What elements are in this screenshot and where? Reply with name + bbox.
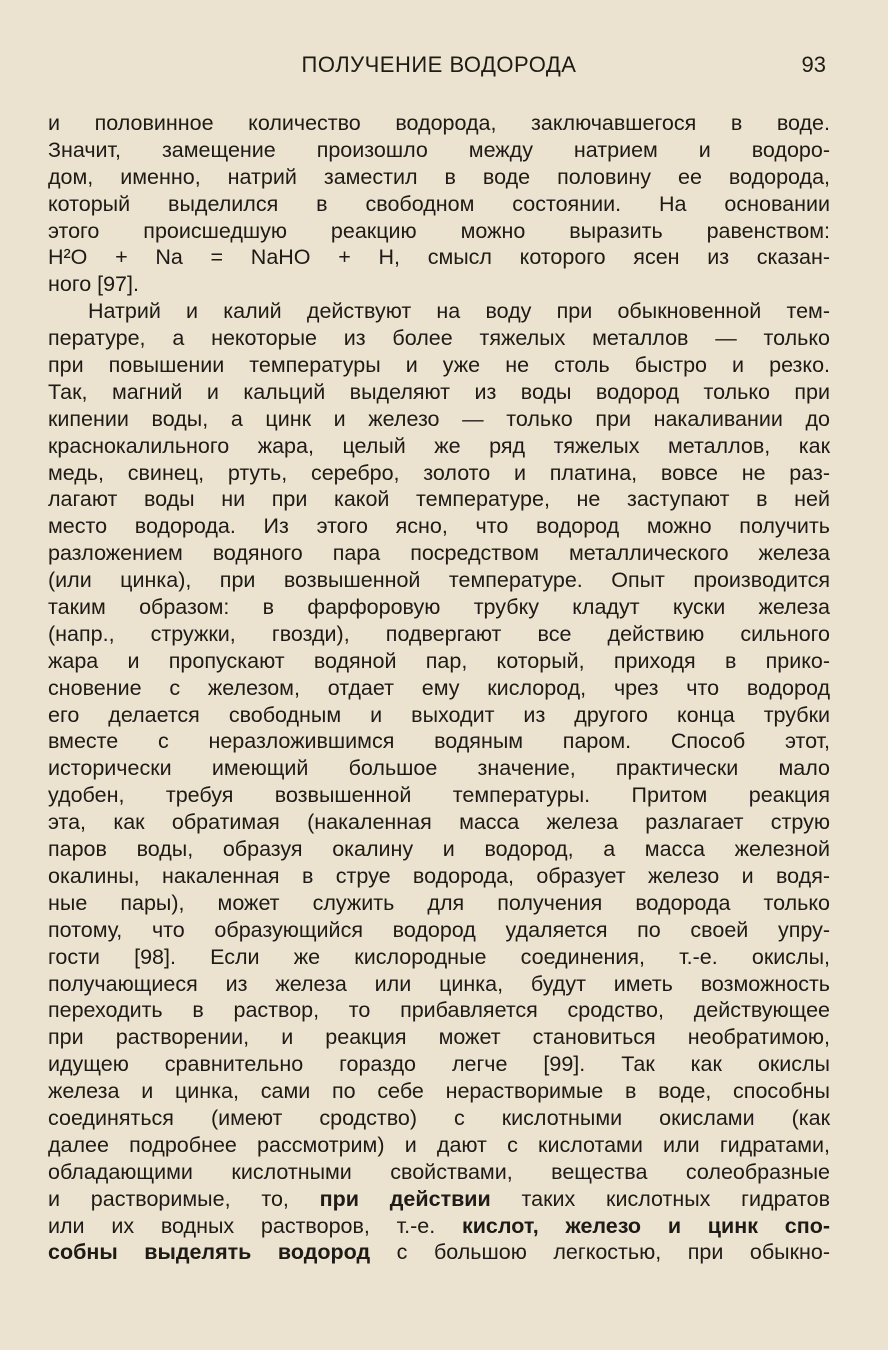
text-line: гости [98]. Если же кислородные соединения, т.-е. окислы, xyxy=(48,944,830,969)
running-title: ПОЛУЧЕНИЕ ВОДОРОДА xyxy=(301,52,577,77)
body-text xyxy=(48,110,830,1266)
text-line: который выделился в свободном состоянии. На основании xyxy=(48,191,830,216)
text-line: вместе с неразложившимся водяным паром. Способ этот, xyxy=(48,729,830,754)
text-line: жара и пропускают водяной пар, который, приходя в прико- xyxy=(48,648,830,673)
text-line: далее подробнее рассмотрим) и дают с кислотами или гидратами, xyxy=(48,1132,830,1157)
text-segment: или их водных растворов, т.-е. xyxy=(48,1213,462,1238)
text-line: ные пары), может служить для получения водорода только xyxy=(48,890,830,915)
bold-text: при действии xyxy=(319,1186,491,1211)
text-line: Значит, замещение произошло между натрием и водоро- xyxy=(48,137,830,162)
text-line: этого происшедшую реакцию можно выразить равенством: xyxy=(48,218,830,243)
text-line: обладающими кислотными свойствами, вещества солеобразные xyxy=(48,1159,830,1184)
text-line: медь, свинец, ртуть, серебро, золото и платина, вовсе не раз- xyxy=(48,460,830,485)
text-line xyxy=(48,1213,830,1240)
text-line: удобен, требуя возвышенной температуры. Притом реакция xyxy=(48,783,830,808)
text-line xyxy=(48,1186,830,1213)
text-line: место водорода. Из этого ясно, что водород можно получить xyxy=(48,514,830,539)
text-line: дом, именно, натрий заместил в воде половину ее водорода, xyxy=(48,164,830,189)
text-line: паров воды, образуя окалину и водород, а масса железной xyxy=(48,837,830,862)
text-line: (или цинка), при возвышенной температуре. Опыт производится xyxy=(48,568,830,593)
text-line: и половинное количество водорода, заключавшегося в воде. xyxy=(48,111,830,135)
text-line: потому, что образующийся водород удаляется по своей упру- xyxy=(48,917,830,942)
text-line: кипении воды, а цинк и железо — только при накаливании до xyxy=(48,406,830,431)
text-line: пературе, а некоторые из более тяжелых металлов — только xyxy=(48,326,830,351)
text-line: получающиеся из железа или цинка, будут иметь возможность xyxy=(48,971,830,996)
text-line: сновение с железом, отдает ему кислород, чрез что водород xyxy=(48,675,830,700)
equation-line: H²O + Na = NaHO + H, смысл которого ясен из сказан- xyxy=(48,245,830,270)
bold-text: кислот, железо и цинк спо- xyxy=(461,1213,830,1238)
text-line: (напр., стружки, гвозди), подвергают все действию сильного xyxy=(48,621,830,646)
text-line: при повышении температуры и уже не столь быстро и резко. xyxy=(48,353,830,378)
text-line: ного [97]. xyxy=(48,272,139,297)
text-segment: с большою легкостью, при обыкно- xyxy=(370,1240,830,1265)
text-segment: таких кислотных гидратов xyxy=(490,1186,830,1211)
text-line: лагают воды ни при какой температуре, не заступают в ней xyxy=(48,487,830,512)
text-line: исторически имеющий большое значение, практически мало xyxy=(48,756,830,781)
page-number: 93 xyxy=(801,52,826,77)
text-line: таким образом: в фарфоровую трубку кладут куски железа xyxy=(48,595,830,620)
text-line: разложением водяного пара посредством металлического железа xyxy=(48,541,830,566)
text-line: Так, магний и кальций выделяют из воды водород только при xyxy=(48,379,830,404)
text-segment: и растворимые, то, xyxy=(48,1186,320,1211)
text-line: переходить в раствор, то прибавляется сродство, действующее xyxy=(48,998,830,1023)
text-line: железа и цинка, сами по себе нерастворимые в воде, способны xyxy=(48,1079,830,1104)
page-header xyxy=(48,52,830,84)
paragraph-start-line: Натрий и калий действуют на воду при обыкновенной тем- xyxy=(88,299,830,324)
text-line: при растворении, и реакция может становиться необратимою, xyxy=(48,1025,830,1050)
text-line: краснокалильного жара, целый же ряд тяжелых металлов, как xyxy=(48,433,830,458)
text-line: эта, как обратимая (накаленная масса железа разлагает струю xyxy=(48,810,830,835)
text-line: окалины, накаленная в струе водорода, образует железо и водя- xyxy=(48,863,830,888)
text-line: его делается свободным и выходит из другого конца трубки xyxy=(48,702,830,727)
text-line: соединяться (имеют сродство) с кислотными окислами (как xyxy=(48,1105,830,1130)
text-line xyxy=(48,1239,830,1266)
text-line: идущею сравнительно гораздо легче [99]. Так как окислы xyxy=(48,1052,830,1077)
bold-text: собны выделять водород xyxy=(48,1240,371,1265)
